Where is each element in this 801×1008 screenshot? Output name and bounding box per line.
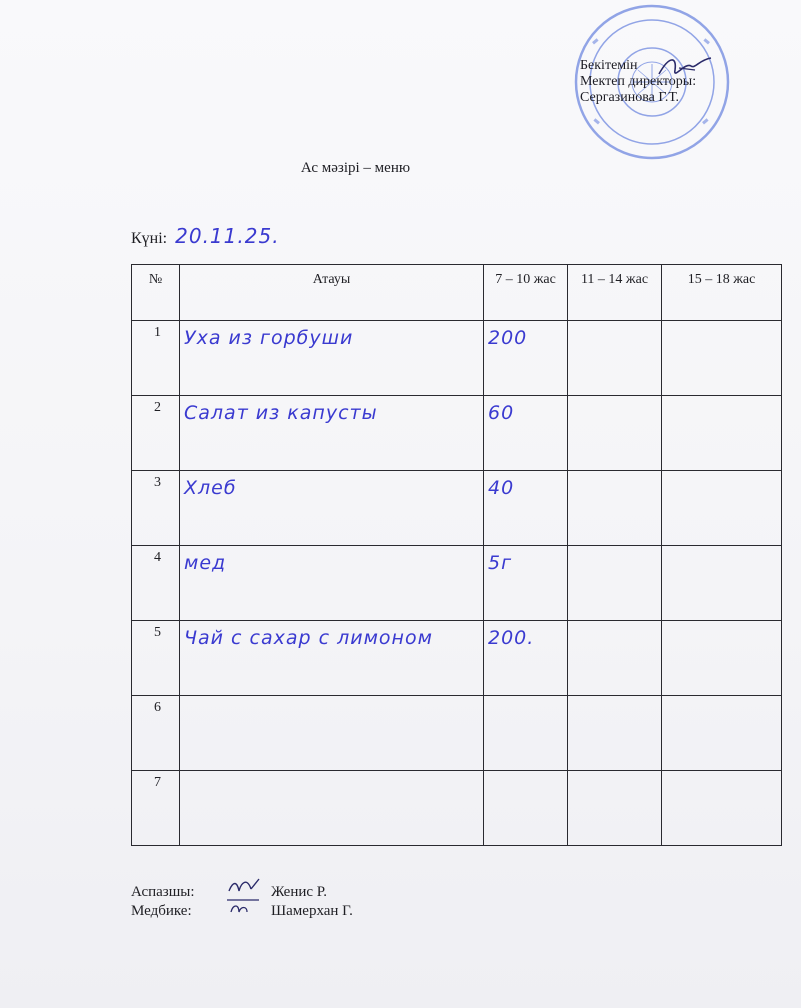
row-name: Чай с сахар с лимоном xyxy=(180,621,484,696)
row-age1: 60 xyxy=(484,396,568,471)
row-age1 xyxy=(484,696,568,771)
approval-line-3: Сергазинова Г.Т. xyxy=(580,90,679,105)
table-header-row xyxy=(132,265,782,321)
row-name: мед xyxy=(180,546,484,621)
header-age-15-18: 15 – 18 жас xyxy=(662,265,782,321)
row-name: Хлеб xyxy=(180,471,484,546)
row-age3 xyxy=(662,546,782,621)
row-num: 3 xyxy=(132,471,180,546)
row-age2 xyxy=(568,621,662,696)
row-num: 7 xyxy=(132,771,180,846)
nurse-signature xyxy=(223,896,263,918)
row-name xyxy=(180,696,484,771)
table-row xyxy=(132,546,782,621)
row-age3 xyxy=(662,471,782,546)
nurse-name: Шамерхан Г. xyxy=(271,903,353,919)
menu-table xyxy=(131,264,782,846)
row-age1: 200. xyxy=(484,621,568,696)
row-num: 1 xyxy=(132,321,180,396)
row-age2 xyxy=(568,321,662,396)
row-age2 xyxy=(568,771,662,846)
table-row xyxy=(132,771,782,846)
row-age1 xyxy=(484,771,568,846)
date-row xyxy=(131,224,280,248)
date-value: 20.11.25. xyxy=(175,224,280,248)
row-age3 xyxy=(662,696,782,771)
header-age-11-14: 11 – 14 жас xyxy=(568,265,662,321)
row-name xyxy=(180,771,484,846)
cook-name: Женис Р. xyxy=(271,884,328,900)
row-age2 xyxy=(568,696,662,771)
row-num: 6 xyxy=(132,696,180,771)
table-row xyxy=(132,321,782,396)
row-age1: 5г xyxy=(484,546,568,621)
row-age2 xyxy=(568,471,662,546)
row-name: Салат из капусты xyxy=(180,396,484,471)
header-name: Атауы xyxy=(180,265,484,321)
approval-line-2: Мектеп директоры: xyxy=(580,74,697,89)
row-age1: 200 xyxy=(484,321,568,396)
row-age3 xyxy=(662,771,782,846)
row-num: 5 xyxy=(132,621,180,696)
cook-role: Аспазшы: xyxy=(131,884,195,900)
date-label: Күні: xyxy=(131,230,168,247)
row-num: 4 xyxy=(132,546,180,621)
table-row xyxy=(132,471,782,546)
row-age1: 40 xyxy=(484,471,568,546)
nurse-role: Медбике: xyxy=(131,903,192,919)
header-num: № xyxy=(132,265,180,321)
row-age3 xyxy=(662,621,782,696)
row-age2 xyxy=(568,396,662,471)
table-row xyxy=(132,396,782,471)
row-num: 2 xyxy=(132,396,180,471)
cook-signature xyxy=(225,875,265,897)
approval-line-1: Бекітемін xyxy=(580,58,638,73)
menu-table-body xyxy=(132,321,782,846)
approval-block xyxy=(580,58,696,106)
row-age3 xyxy=(662,396,782,471)
row-name: Уха из горбуши xyxy=(180,321,484,396)
header-age-7-10: 7 – 10 жас xyxy=(484,265,568,321)
table-row xyxy=(132,696,782,771)
document-title: Ас мәзірі – меню xyxy=(300,160,411,176)
row-age3 xyxy=(662,321,782,396)
table-row xyxy=(132,621,782,696)
row-age2 xyxy=(568,546,662,621)
